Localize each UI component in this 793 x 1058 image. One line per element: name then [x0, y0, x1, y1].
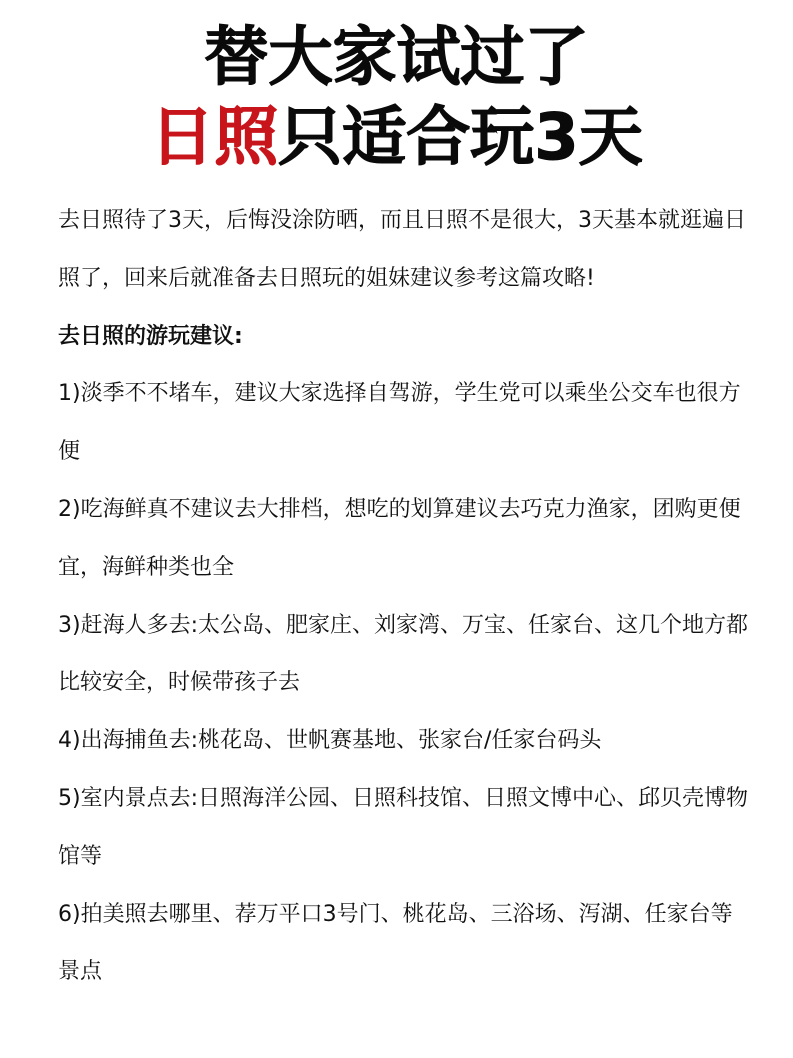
article-body [58, 192, 748, 1001]
section-heading: 去日照的游玩建议: [58, 323, 243, 349]
tip-item: 2)吃海鲜真不建议去大排档，想吃的划算建议去巧克力渔家，团购更便宜，海鲜种类也全 [58, 496, 741, 580]
title-accent: 日照 [150, 101, 279, 175]
tip-item: 4)出海捕鱼去:桃花岛、世帆赛基地、张家台/任家台码头 [58, 728, 602, 754]
tip-item: 3)赶海人多去:太公岛、肥家庄、刘家湾、万宝、任家台、这几个地方都比较安全，时候带孩子去 [58, 612, 748, 696]
title-line-2 [0, 101, 793, 175]
intro-paragraph: 去日照待了3天，后悔没涂防晒，而且日照不是很大，3天基本就逛遍日照了，回来后就准备去日照玩的姐妹建议参考这篇攻略! [58, 208, 746, 291]
tip-item: 6)拍美照去哪里、荐万平口3号门、桃花岛、三浴场、泻湖、任家台等景点 [58, 901, 733, 985]
title-rest: 只适合玩3天 [278, 101, 643, 175]
tip-item: 5)室内景点去:日照海洋公园、日照科技馆、日照文博中心、邱贝壳博物馆等 [58, 785, 748, 869]
title-line-1: 替大家试过了 [204, 21, 589, 95]
tip-item: 1)淡季不不堵车，建议大家选择自驾游，学生党可以乘坐公交车也很方便 [58, 381, 741, 465]
